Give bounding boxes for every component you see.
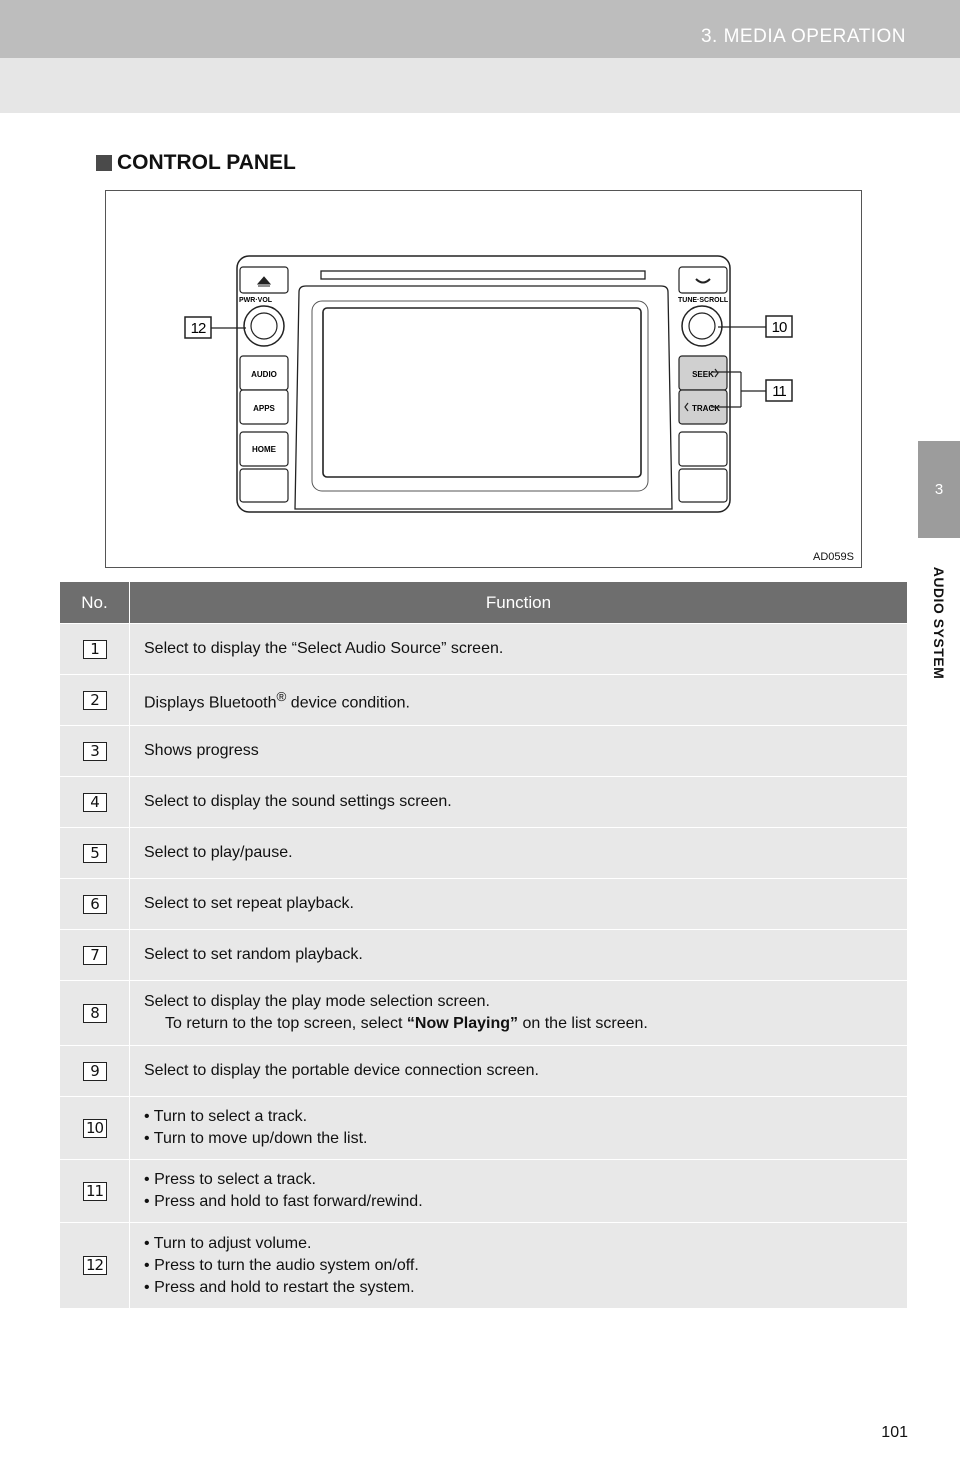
header-band (0, 58, 960, 113)
column-header-no: No. (60, 582, 130, 623)
row-number: 5 (83, 844, 107, 863)
row-function: Select to set random playback. (144, 946, 363, 963)
table-row (60, 878, 907, 929)
table-row (60, 1159, 907, 1222)
row-number: 2 (83, 691, 107, 710)
row-number: 1 (83, 640, 107, 659)
table-row (60, 623, 907, 674)
section-heading (96, 151, 296, 175)
row-number: 6 (83, 895, 107, 914)
table-row (60, 725, 907, 776)
table-row (60, 1222, 907, 1308)
home-button-label: HOME (252, 445, 276, 454)
control-panel-figure (105, 190, 862, 568)
svg-text:10: 10 (771, 319, 787, 336)
bullet-item: • Turn to adjust volume. (144, 1234, 312, 1252)
tune-scroll-label: TUNE·SCROLL (678, 297, 729, 304)
bullet-item: • Turn to move up/down the list. (144, 1130, 368, 1147)
bullet-item: • Press to turn the audio system on/off. (144, 1256, 419, 1274)
track-button-label: TRACK (692, 404, 720, 413)
table-row (60, 674, 907, 725)
table-row (60, 929, 907, 980)
row-function: Select to display the “Select Audio Source” screen. (144, 640, 504, 657)
table-row (60, 1045, 907, 1096)
table-header (60, 582, 907, 623)
row-number: 10 (83, 1119, 107, 1138)
row-function: Select to set repeat playback. (144, 895, 354, 912)
page-number: 101 (881, 1424, 908, 1441)
bullet-item: • Press to select a track. (144, 1171, 316, 1188)
column-header-function: Function (485, 592, 552, 612)
bullet-item: • Turn to select a track. (144, 1108, 308, 1125)
row-function: Select to display the play mode selection screen. (144, 993, 490, 1010)
function-table (60, 582, 907, 1308)
row-number: 3 (83, 742, 107, 761)
section-heading-text: CONTROL PANEL (117, 151, 296, 174)
row-function: Select to display the sound settings screen. (144, 793, 452, 810)
row-number: 12 (83, 1256, 107, 1275)
bullet-item: • Press and hold to restart the system. (144, 1278, 415, 1296)
svg-text:12: 12 (190, 320, 206, 337)
audio-button-label: AUDIO (251, 370, 277, 379)
side-tab-label-container (918, 538, 960, 708)
bullet-item: • Press and hold to fast forward/rewind. (144, 1193, 423, 1210)
row-function: Shows progress (144, 742, 259, 759)
side-tab-number: 3 (918, 441, 960, 538)
table-row (60, 1096, 907, 1159)
row-number: 8 (83, 1004, 107, 1023)
row-number: 9 (83, 1062, 107, 1081)
header-bar (0, 0, 960, 58)
table-row (60, 980, 907, 1045)
table-row (60, 776, 907, 827)
section-title: 3. MEDIA OPERATION (700, 26, 906, 47)
apps-button-label: APPS (253, 404, 275, 413)
table-row (60, 827, 907, 878)
pwr-vol-label: PWR·VOL (239, 297, 273, 304)
row-function: Select to play/pause. (144, 844, 293, 861)
phone-button (679, 267, 727, 293)
registered-mark: ® (276, 688, 287, 704)
row-number: 7 (83, 946, 107, 965)
square-bullet-icon (96, 155, 112, 171)
control-panel-illustration (106, 191, 863, 569)
figure-code: AD059S (813, 551, 854, 563)
row-number: 11 (83, 1182, 107, 1201)
row-number: 4 (83, 793, 107, 812)
row-function: Select to display the portable device connection screen. (144, 1062, 539, 1079)
row-function: Displays Bluetooth® device condition. (144, 688, 410, 712)
row-function-note: To return to the top screen, select “Now Playing” on the list screen. (165, 1015, 648, 1032)
svg-text:11: 11 (772, 383, 786, 400)
seek-button-label: SEEK (692, 370, 714, 379)
side-tab-label: AUDIO SYSTEM (931, 566, 947, 680)
